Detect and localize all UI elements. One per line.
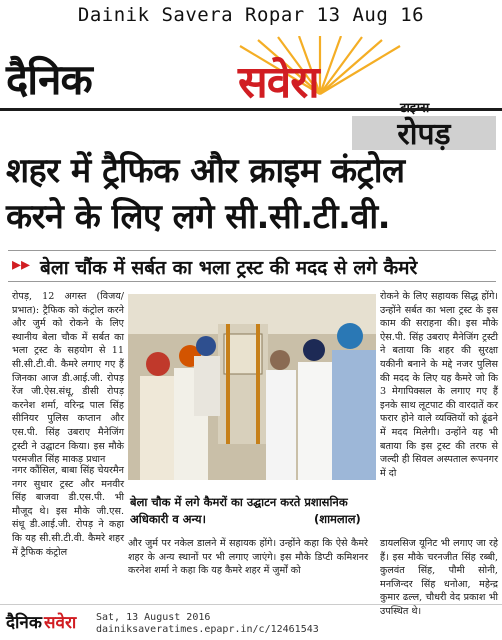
news-photo	[128, 294, 376, 480]
double-arrow-icon: ▸▸	[12, 254, 31, 275]
headline-line-2: करने के लिए लगे सी.सी.टी.वी.	[6, 197, 391, 237]
article-column-bottom-left: नगर कौंसिल, बाबा सिंह चेयरमैन नगर सुधार ट्रस्ट और मनवीर सिंह बाजवा डी.एस.पी. भी मौजूद थे। इस मौके जी.एस. संधू डी.आई.जी. रोपड़ ने कहा कि यह सी.सी.टी.वी. कैमरे शहर में ट्रैफिक कंट्रोल	[12, 465, 124, 558]
footer-url[interactable]: dainiksaveratimes.epapr.in/c/12461543	[96, 624, 319, 635]
article-column-bottom-middle: और जुर्म पर नकेल डालने में सहायक होंगे। उन्होंने कहा कि ऐसे कैमरे शहर के अन्य स्थानों पर भी लगाए जाएंगे। इस मौके डिप्टी कमिशनर करनेश शर्मा ने कहा कि यह कैमरे शहर में जुर्मों को	[128, 538, 368, 577]
footer-logo-savera: सवेरा	[44, 613, 77, 633]
photo-caption-line-2: अधिकारी व अन्य।	[130, 512, 206, 526]
article-column-left: रोपड़, 12 अगस्त (विजय/प्रभात): ट्रैफिक को कंट्रोल करने और जुर्म को रोकने के लिए स्थानीय बेला चौक में सर्बत का भला ट्रस्ट के सहयोग से 11 सी.सी.टी.वी. कैमरे लगाए गए हैं जिनका आज डी.आई.जी. रोपड़ रेंज जी.ऐस.संधू, डीसी रोपड़ करनेश शर्मा, वरिन्द्र पाल सिंह सीनियर पुलिस कप्तान और एस.पी. सिंह उबराए मैनेजिंग ट्रस्टी ने उद्घाटन किया। इस मौके परमजीत सिंह माकड़ प्रधान	[12, 291, 124, 466]
photo-credit: (शामलाल)	[314, 512, 361, 526]
inauguration-photo-image	[128, 294, 376, 480]
headline-line-1: शहर में ट्रैफिक और क्राइम कंट्रोल	[6, 151, 405, 191]
footer-divider	[0, 604, 502, 605]
footer-date: Sat, 13 August 2016	[96, 612, 211, 623]
masthead-savera-text: सवेरा	[238, 57, 319, 108]
photo-caption-line-1: बेला चौक में लगे कैमरों का उद्घाटन करते प्रशासनिक	[130, 495, 348, 509]
masthead-dainik-text: दैनिक	[6, 55, 92, 104]
newspaper-masthead	[0, 36, 502, 106]
clipping-caption: Dainik Savera Ropar 13 Aug 16	[77, 4, 425, 26]
subheadline: बेला चौंक में सर्बत का भला ट्रस्ट की मदद से लगे कैमरे	[40, 257, 418, 279]
article-column-right: रोकने के लिए सहायक सिद्ध होंगे। उन्होंने सर्बत का भला ट्रस्ट के इस काम की सराहना की। इस मौके ऐस.पी. सिंह उबराए मैनेजिंग ट्रस्टी ने बताया कि शहर की सुरक्षा यकीनी बनाने के मद्दे नजर पुलिस की मदद के लिए यह कैमरे जो कि 3 मेगापिक्सल के लगाए गए हैं इनके साथ लूटपाट की वारदातें कर फरार होने वाले व्यक्तियों को ढूंढने में मदद मिलेगी। उन्होंने यह भी बताया कि इस ट्रस्ट की तरफ से जल्दी ही सिवल अस्पताल रूपनगर में दो	[380, 291, 498, 479]
article-column-bottom-right: डायलसिज यूनिट भी लगाए जा रहे हैं। इस मौके चरनजीत सिंह रब्बी, कुलवंत सिंह, पौमी सोनी, मनजिन्दर सिंह धनोआ, महेन्द्र कुमार ढल्ल, चौधरी वेद प्रकाश भी उपस्थित थे।	[380, 538, 498, 617]
masthead-divider	[0, 108, 502, 111]
city-label: रोपड़	[397, 117, 451, 152]
footer-logo-dainik: दैनिक	[6, 613, 42, 633]
